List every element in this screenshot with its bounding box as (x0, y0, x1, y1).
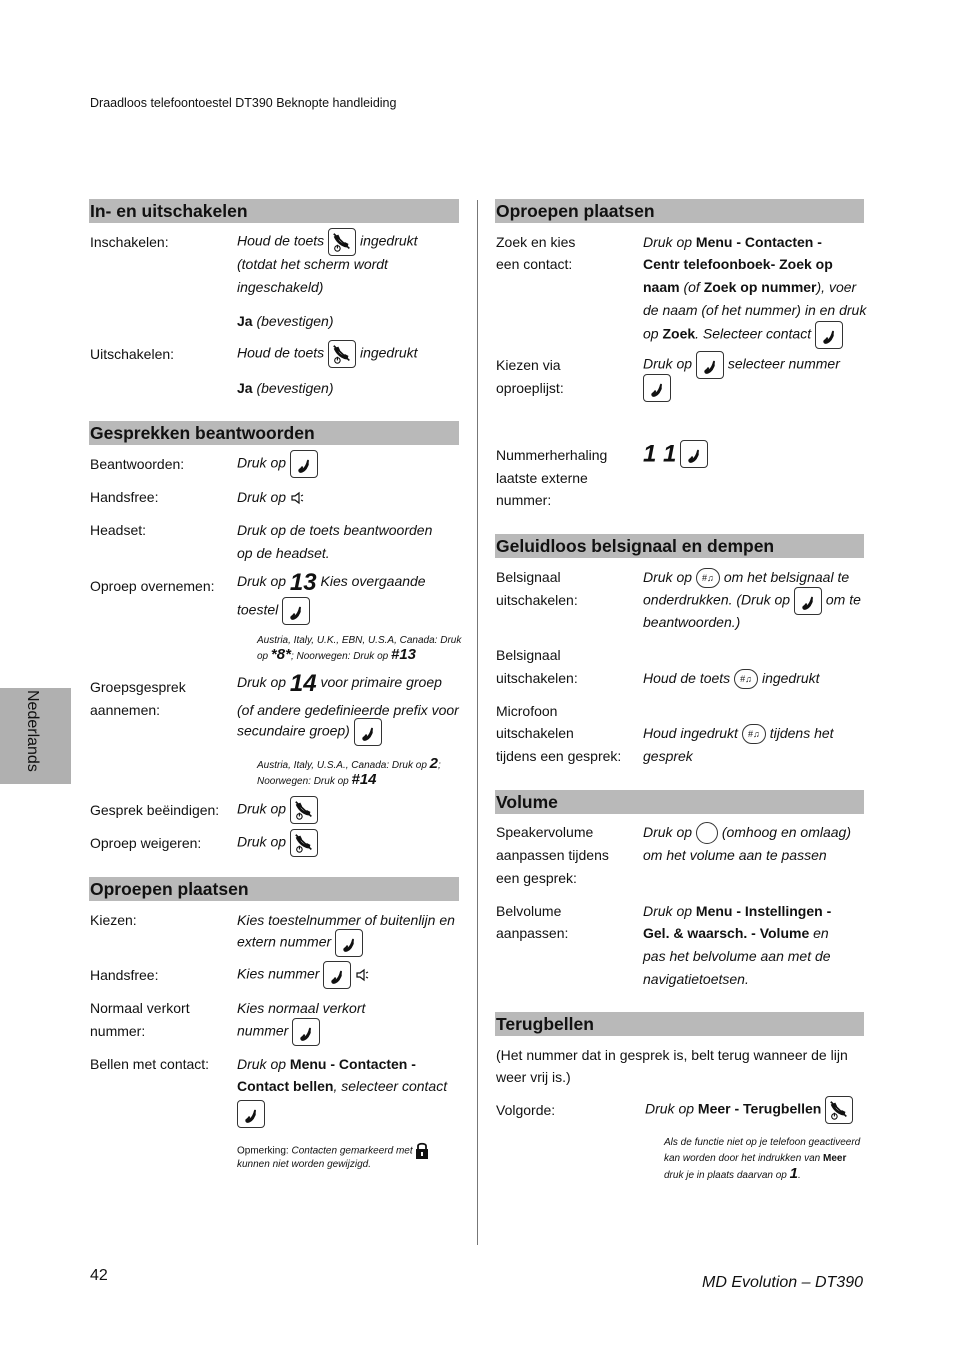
navigation-key-icon (696, 822, 718, 844)
row-text: Druk op Menu - Contacten - (643, 234, 822, 250)
section-title-calls: Oproepen plaatsen (89, 877, 459, 901)
hash-key-icon: #♫ (734, 669, 758, 689)
lock-icon (415, 1142, 429, 1160)
row-text: extern nummer (237, 929, 363, 957)
row-text (237, 1100, 265, 1128)
row-label: Kiezen: (90, 912, 137, 928)
call-key-icon (237, 1100, 265, 1128)
row-text: Druk op (237, 450, 318, 478)
row-text: Druk op de toets beantwoorden (237, 522, 433, 538)
call-key-icon (290, 450, 318, 478)
row-label: nummer: (90, 1023, 146, 1039)
row-label: Bellen met contact: (90, 1056, 210, 1072)
note: Austria, Italy, U.K., EBN, U.S.A, Canada: Druk (257, 635, 462, 646)
row-text: Houd de toets #♫ ingedrukt (643, 667, 820, 690)
row-label: laatste externe (496, 470, 588, 486)
call-key-icon (680, 440, 708, 468)
row-text: onderdrukken. (Druk op om te (643, 587, 861, 615)
row-label: Inschakelen: (90, 234, 169, 250)
row-label: Handsfree: (90, 489, 159, 505)
row-text: Kies toestelnummer of buitenlijn en (237, 912, 455, 928)
row-label: een contact: (496, 256, 573, 272)
note: Opmerking: Contacten gemarkeerd met (237, 1142, 429, 1160)
row-text: Druk op 13 Kies overgaande (237, 568, 426, 596)
row-label: Beantwoorden: (90, 456, 185, 472)
hash-key-icon: #♫ (696, 568, 720, 588)
row-label: nummer: (496, 492, 552, 508)
row-label: Headset: (90, 522, 147, 538)
row-text: navigatietoetsen. (643, 971, 749, 987)
row-text: (totdat het scherm wordt (237, 256, 388, 272)
speaker-icon (355, 968, 369, 982)
row-text: secundaire groep) (237, 718, 382, 746)
row-label: een gesprek: (496, 870, 577, 886)
end-power-key-icon (290, 796, 318, 824)
row-text: gesprek (643, 748, 693, 764)
row-text: Druk op Menu - Instellingen - (643, 903, 832, 919)
row-label: Kiezen via (496, 357, 561, 373)
page-number: 42 (90, 1267, 108, 1284)
row-text: Houd ingedrukt #♫ tijdens het (643, 722, 834, 745)
row-text: op Zoek. Selecteer contact (643, 321, 843, 349)
row-text: Druk op (omhoog en omlaag) (643, 821, 851, 844)
row-text: Ja (bevestigen) (237, 380, 334, 396)
call-key-icon (696, 351, 724, 379)
end-power-key-icon (328, 340, 356, 368)
call-key-icon (643, 374, 671, 402)
row-label: uitschakelen (496, 725, 574, 741)
row-label: Groepsgesprek (90, 679, 186, 695)
row-text: (of andere gedefinieerde prefix voor (237, 702, 459, 718)
language-tab (0, 688, 71, 784)
row-text: pas het belvolume aan met de (643, 948, 831, 964)
end-power-key-icon (825, 1096, 853, 1124)
footer-title: MD Evolution – DT390 (702, 1274, 863, 1291)
note: Austria, Italy, U.S.A., Canada: Druk op 2; (257, 755, 441, 772)
document-header: Draadloos telefoontoestel DT390 Beknopte handleiding (90, 96, 397, 110)
row-label: uitschakelen: (496, 670, 578, 686)
call-key-icon (354, 718, 382, 746)
section-title-volume: Volume (495, 790, 864, 814)
row-text: Contact bellen, selecteer contact (237, 1078, 448, 1094)
row-label: aanpassen: (496, 925, 569, 941)
language-tab-label: Nederlands (24, 690, 41, 772)
hash-key-icon: #♫ (742, 724, 766, 744)
row-label: Nummerherhaling (496, 447, 608, 463)
row-label: Volgorde: (496, 1102, 556, 1118)
intro-text: (Het nummer dat in gesprek is, belt terug wanneer de lijn (496, 1047, 848, 1063)
row-label: aannemen: (90, 702, 161, 718)
row-label: Normaal verkort (90, 1000, 190, 1016)
row-label: Oproep weigeren: (90, 835, 202, 851)
row-text: Druk op Meer - Terugbellen (645, 1096, 853, 1124)
row-text: op de headset. (237, 545, 330, 561)
row-label: uitschakelen: (496, 592, 578, 608)
note: op *8*; Noorwegen: Druk op #13 (257, 646, 417, 663)
note: kan worden door het indrukken van Meer (664, 1153, 847, 1164)
row-text: Druk op (237, 486, 304, 509)
row-text: om het volume aan te passen (643, 847, 827, 863)
row-label: Microfoon (496, 703, 558, 719)
column-divider (477, 200, 478, 1245)
row-text: Druk op (237, 829, 318, 857)
row-label: aanpassen tijdens (496, 847, 609, 863)
row-label: Handsfree: (90, 967, 159, 983)
row-text: Druk op #♫ om het belsignaal te (643, 566, 849, 589)
end-power-key-icon (328, 228, 356, 256)
speaker-icon (290, 491, 304, 505)
row-text: Druk op selecteer nummer (643, 351, 840, 379)
row-text: Kies nummer (237, 961, 369, 989)
row-text: nummer (237, 1018, 320, 1046)
row-text: Houd de toets ingedrukt (237, 340, 418, 368)
row-label: Speakervolume (496, 824, 594, 840)
section-title-power: In- en uitschakelen (89, 199, 459, 223)
call-key-icon (815, 321, 843, 349)
end-power-key-icon (290, 829, 318, 857)
row-text: Druk op (237, 796, 318, 824)
row-label: oproeplijst: (496, 380, 564, 396)
call-key-icon (323, 961, 351, 989)
row-text: beantwoorden.) (643, 614, 741, 630)
row-label: Belvolume (496, 903, 562, 919)
note: kunnen niet worden gewijzigd. (237, 1159, 371, 1170)
row-text: naam (of Zoek op nummer), voer (643, 279, 857, 295)
call-key-icon (282, 597, 310, 625)
row-text: Ja (bevestigen) (237, 313, 334, 329)
row-label: Gesprek beëindigen: (90, 802, 220, 818)
call-key-icon (794, 587, 822, 615)
row-text: ingeschakeld) (237, 279, 324, 295)
row-label: Uitschakelen: (90, 346, 175, 362)
note: Noorwegen: Druk op #14 (257, 771, 377, 788)
row-text: Gel. & waarsch. - Volume en (643, 925, 829, 941)
section-title-silent: Geluidloos belsignaal en dempen (495, 534, 864, 558)
row-label: Belsignaal (496, 569, 561, 585)
call-key-icon (292, 1018, 320, 1046)
row-text: toestel (237, 597, 310, 625)
row-label: Oproep overnemen: (90, 578, 215, 594)
row-text (643, 374, 671, 402)
section-title-callback: Terugbellen (495, 1012, 864, 1036)
row-text: Kies normaal verkort (237, 1000, 366, 1016)
row-text: Druk op Menu - Contacten - (237, 1056, 416, 1072)
row-text: Centr telefoonboek- Zoek op (643, 256, 833, 272)
row-label: Belsignaal (496, 647, 561, 663)
section-title-answer: Gesprekken beantwoorden (89, 421, 459, 445)
call-key-icon (335, 929, 363, 957)
row-label: tijdens een gesprek: (496, 748, 622, 764)
row-text: Druk op 14 voor primaire groep (237, 669, 442, 697)
note: druk je in plaats daarvan op 1. (664, 1165, 801, 1182)
row-label: Zoek en kies (496, 234, 576, 250)
intro-text: weer vrij is.) (496, 1069, 571, 1085)
row-text: de naam (of het nummer) in en druk (643, 302, 867, 318)
section-title-calls-right: Oproepen plaatsen (495, 199, 864, 223)
row-text: 1 1 (643, 440, 708, 468)
row-text: Houd de toets ingedrukt (237, 228, 418, 256)
note: Als de functie niet op je telefoon geactiveerd (664, 1137, 861, 1148)
